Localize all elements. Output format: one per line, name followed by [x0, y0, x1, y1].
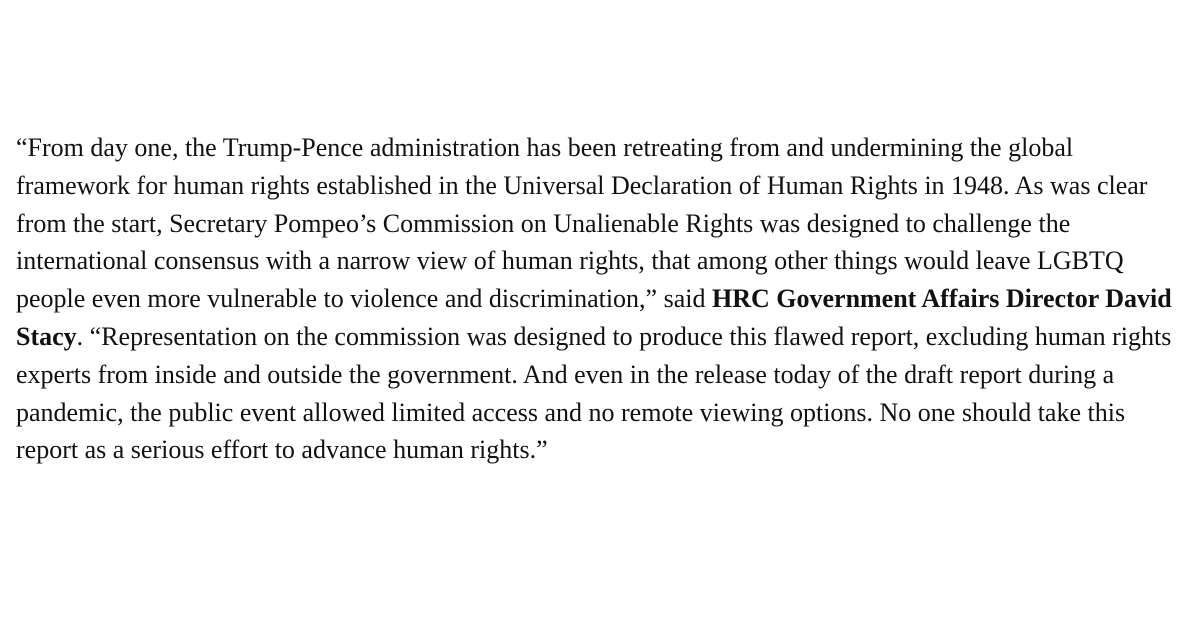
- quote-text-after: . “Representation on the commission was designed to produce this flawed report, excluding human rights experts from inside and outside the government. And even in the release today of the draft report during a pandemic, the public event allowed limited access and no remote viewing options. No one should take this report as a serious effort to advance human rights.”: [16, 321, 1172, 465]
- quote-paragraph: [16, 129, 1191, 469]
- quote-text-before: “From day one, the Trump-Pence administration has been retreating from and undermining the global framework for human rights established in the Universal Declaration of Human Rights in 1948. As was clear from the start, Secretary Pompeo’s Commission on Unalienable Rights was designed to challenge the international consensus with a narrow view of human rights, that among other things would leave LGBTQ people even more vulnerable to violence and discrimination,” said: [16, 133, 1148, 314]
- speaker-name: HRC Government Affairs Director David Stacy: [16, 284, 1172, 351]
